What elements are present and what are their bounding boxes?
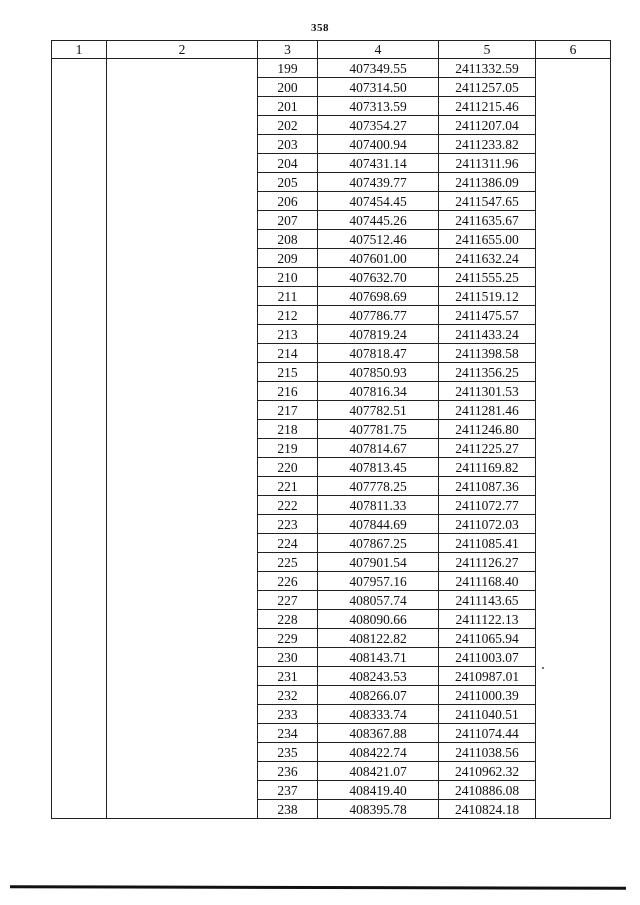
point-number-cell: 211: [258, 287, 318, 306]
y-coordinate-cell: 2411003.07: [439, 648, 536, 667]
x-coordinate-cell: 407813.45: [318, 458, 439, 477]
point-number-cell: 210: [258, 268, 318, 287]
y-coordinate-cell: 2411257.05: [439, 78, 536, 97]
y-coordinate-cell: 2411168.40: [439, 572, 536, 591]
y-coordinate-cell: 2410886.08: [439, 781, 536, 800]
x-coordinate-cell: 407349.55: [318, 59, 439, 78]
column-6-blank-cell: [536, 59, 611, 819]
table-body: [52, 59, 611, 819]
x-coordinate-cell: 407314.50: [318, 78, 439, 97]
y-coordinate-cell: 2411143.65: [439, 591, 536, 610]
x-coordinate-cell: 407601.00: [318, 249, 439, 268]
point-number-cell: 215: [258, 363, 318, 382]
y-coordinate-cell: 2411398.58: [439, 344, 536, 363]
x-coordinate-cell: 407850.93: [318, 363, 439, 382]
point-number-cell: 222: [258, 496, 318, 515]
point-number-cell: 235: [258, 743, 318, 762]
x-coordinate-cell: 407400.94: [318, 135, 439, 154]
x-coordinate-cell: 408057.74: [318, 591, 439, 610]
y-coordinate-cell: 2411126.27: [439, 553, 536, 572]
x-coordinate-cell: 407867.25: [318, 534, 439, 553]
x-coordinate-cell: 408122.82: [318, 629, 439, 648]
column-header-2: 2: [107, 41, 258, 59]
y-coordinate-cell: 2411040.51: [439, 705, 536, 724]
x-coordinate-cell: 408395.78: [318, 800, 439, 819]
y-coordinate-cell: 2411207.04: [439, 116, 536, 135]
header-row: [52, 41, 611, 59]
point-number-cell: 202: [258, 116, 318, 135]
y-coordinate-cell: 2411233.82: [439, 135, 536, 154]
x-coordinate-cell: 408243.53: [318, 667, 439, 686]
x-coordinate-cell: 407844.69: [318, 515, 439, 534]
y-coordinate-cell: 2411072.03: [439, 515, 536, 534]
point-number-cell: 209: [258, 249, 318, 268]
x-coordinate-cell: 408090.66: [318, 610, 439, 629]
point-number-cell: 221: [258, 477, 318, 496]
y-coordinate-cell: 2410962.32: [439, 762, 536, 781]
column-2-blank-cell: [107, 59, 258, 819]
x-coordinate-cell: 407439.77: [318, 173, 439, 192]
table-row: [52, 59, 611, 78]
y-coordinate-cell: 2411246.80: [439, 420, 536, 439]
coordinates-table: [51, 40, 611, 819]
x-coordinate-cell: 407781.75: [318, 420, 439, 439]
x-coordinate-cell: 407901.54: [318, 553, 439, 572]
y-coordinate-cell: 2411475.57: [439, 306, 536, 325]
y-coordinate-cell: 2411087.36: [439, 477, 536, 496]
point-number-cell: 238: [258, 800, 318, 819]
column-header-1: 1: [52, 41, 107, 59]
point-number-cell: 200: [258, 78, 318, 97]
y-coordinate-cell: 2411225.27: [439, 439, 536, 458]
y-coordinate-cell: 2411433.24: [439, 325, 536, 344]
point-number-cell: 224: [258, 534, 318, 553]
point-number-cell: 231: [258, 667, 318, 686]
point-number-cell: 219: [258, 439, 318, 458]
y-coordinate-cell: 2411072.77: [439, 496, 536, 515]
x-coordinate-cell: 407778.25: [318, 477, 439, 496]
point-number-cell: 218: [258, 420, 318, 439]
y-coordinate-cell: 2411555.25: [439, 268, 536, 287]
point-number-cell: 226: [258, 572, 318, 591]
point-number-cell: 199: [258, 59, 318, 78]
y-coordinate-cell: 2411332.59: [439, 59, 536, 78]
bottom-rule: [10, 885, 626, 890]
y-coordinate-cell: 2411655.00: [439, 230, 536, 249]
x-coordinate-cell: 408143.71: [318, 648, 439, 667]
y-coordinate-cell: 2411519.12: [439, 287, 536, 306]
table-header: [52, 41, 611, 59]
x-coordinate-cell: 407454.45: [318, 192, 439, 211]
point-number-cell: 207: [258, 211, 318, 230]
point-number-cell: 201: [258, 97, 318, 116]
y-coordinate-cell: 2411632.24: [439, 249, 536, 268]
point-number-cell: 205: [258, 173, 318, 192]
x-coordinate-cell: 408367.88: [318, 724, 439, 743]
point-number-cell: 203: [258, 135, 318, 154]
x-coordinate-cell: 407698.69: [318, 287, 439, 306]
y-coordinate-cell: 2411215.46: [439, 97, 536, 116]
y-coordinate-cell: 2411169.82: [439, 458, 536, 477]
point-number-cell: 204: [258, 154, 318, 173]
point-number-cell: 233: [258, 705, 318, 724]
column-header-4: 4: [318, 41, 439, 59]
column-header-5: 5: [439, 41, 536, 59]
y-coordinate-cell: 2411356.25: [439, 363, 536, 382]
y-coordinate-cell: 2411000.39: [439, 686, 536, 705]
x-coordinate-cell: 407431.14: [318, 154, 439, 173]
column-header-6: 6: [536, 41, 611, 59]
y-coordinate-cell: 2411635.67: [439, 211, 536, 230]
point-number-cell: 214: [258, 344, 318, 363]
x-coordinate-cell: 407814.67: [318, 439, 439, 458]
point-number-cell: 230: [258, 648, 318, 667]
scan-speck: [542, 667, 544, 669]
y-coordinate-cell: 2411085.41: [439, 534, 536, 553]
y-coordinate-cell: 2411074.44: [439, 724, 536, 743]
x-coordinate-cell: 408266.07: [318, 686, 439, 705]
point-number-cell: 212: [258, 306, 318, 325]
point-number-cell: 232: [258, 686, 318, 705]
x-coordinate-cell: 407819.24: [318, 325, 439, 344]
column-header-3: 3: [258, 41, 318, 59]
point-number-cell: 220: [258, 458, 318, 477]
point-number-cell: 208: [258, 230, 318, 249]
point-number-cell: 236: [258, 762, 318, 781]
x-coordinate-cell: 407512.46: [318, 230, 439, 249]
point-number-cell: 223: [258, 515, 318, 534]
y-coordinate-cell: 2410824.18: [439, 800, 536, 819]
x-coordinate-cell: 408421.07: [318, 762, 439, 781]
x-coordinate-cell: 407818.47: [318, 344, 439, 363]
point-number-cell: 228: [258, 610, 318, 629]
x-coordinate-cell: 407782.51: [318, 401, 439, 420]
point-number-cell: 206: [258, 192, 318, 211]
x-coordinate-cell: 407957.16: [318, 572, 439, 591]
y-coordinate-cell: 2411301.53: [439, 382, 536, 401]
point-number-cell: 237: [258, 781, 318, 800]
point-number-cell: 213: [258, 325, 318, 344]
y-coordinate-cell: 2411281.46: [439, 401, 536, 420]
point-number-cell: 229: [258, 629, 318, 648]
x-coordinate-cell: 408419.40: [318, 781, 439, 800]
y-coordinate-cell: 2411386.09: [439, 173, 536, 192]
y-coordinate-cell: 2411122.13: [439, 610, 536, 629]
x-coordinate-cell: 407313.59: [318, 97, 439, 116]
y-coordinate-cell: 2411065.94: [439, 629, 536, 648]
point-number-cell: 225: [258, 553, 318, 572]
x-coordinate-cell: 407445.26: [318, 211, 439, 230]
x-coordinate-cell: 408333.74: [318, 705, 439, 724]
point-number-cell: 216: [258, 382, 318, 401]
y-coordinate-cell: 2410987.01: [439, 667, 536, 686]
x-coordinate-cell: 407354.27: [318, 116, 439, 135]
point-number-cell: 234: [258, 724, 318, 743]
point-number-cell: 217: [258, 401, 318, 420]
point-number-cell: 227: [258, 591, 318, 610]
column-1-blank-cell: [52, 59, 107, 819]
page-number: 358: [311, 22, 329, 34]
y-coordinate-cell: 2411311.96: [439, 154, 536, 173]
x-coordinate-cell: 407816.34: [318, 382, 439, 401]
x-coordinate-cell: 408422.74: [318, 743, 439, 762]
y-coordinate-cell: 2411038.56: [439, 743, 536, 762]
x-coordinate-cell: 407786.77: [318, 306, 439, 325]
x-coordinate-cell: 407632.70: [318, 268, 439, 287]
x-coordinate-cell: 407811.33: [318, 496, 439, 515]
y-coordinate-cell: 2411547.65: [439, 192, 536, 211]
